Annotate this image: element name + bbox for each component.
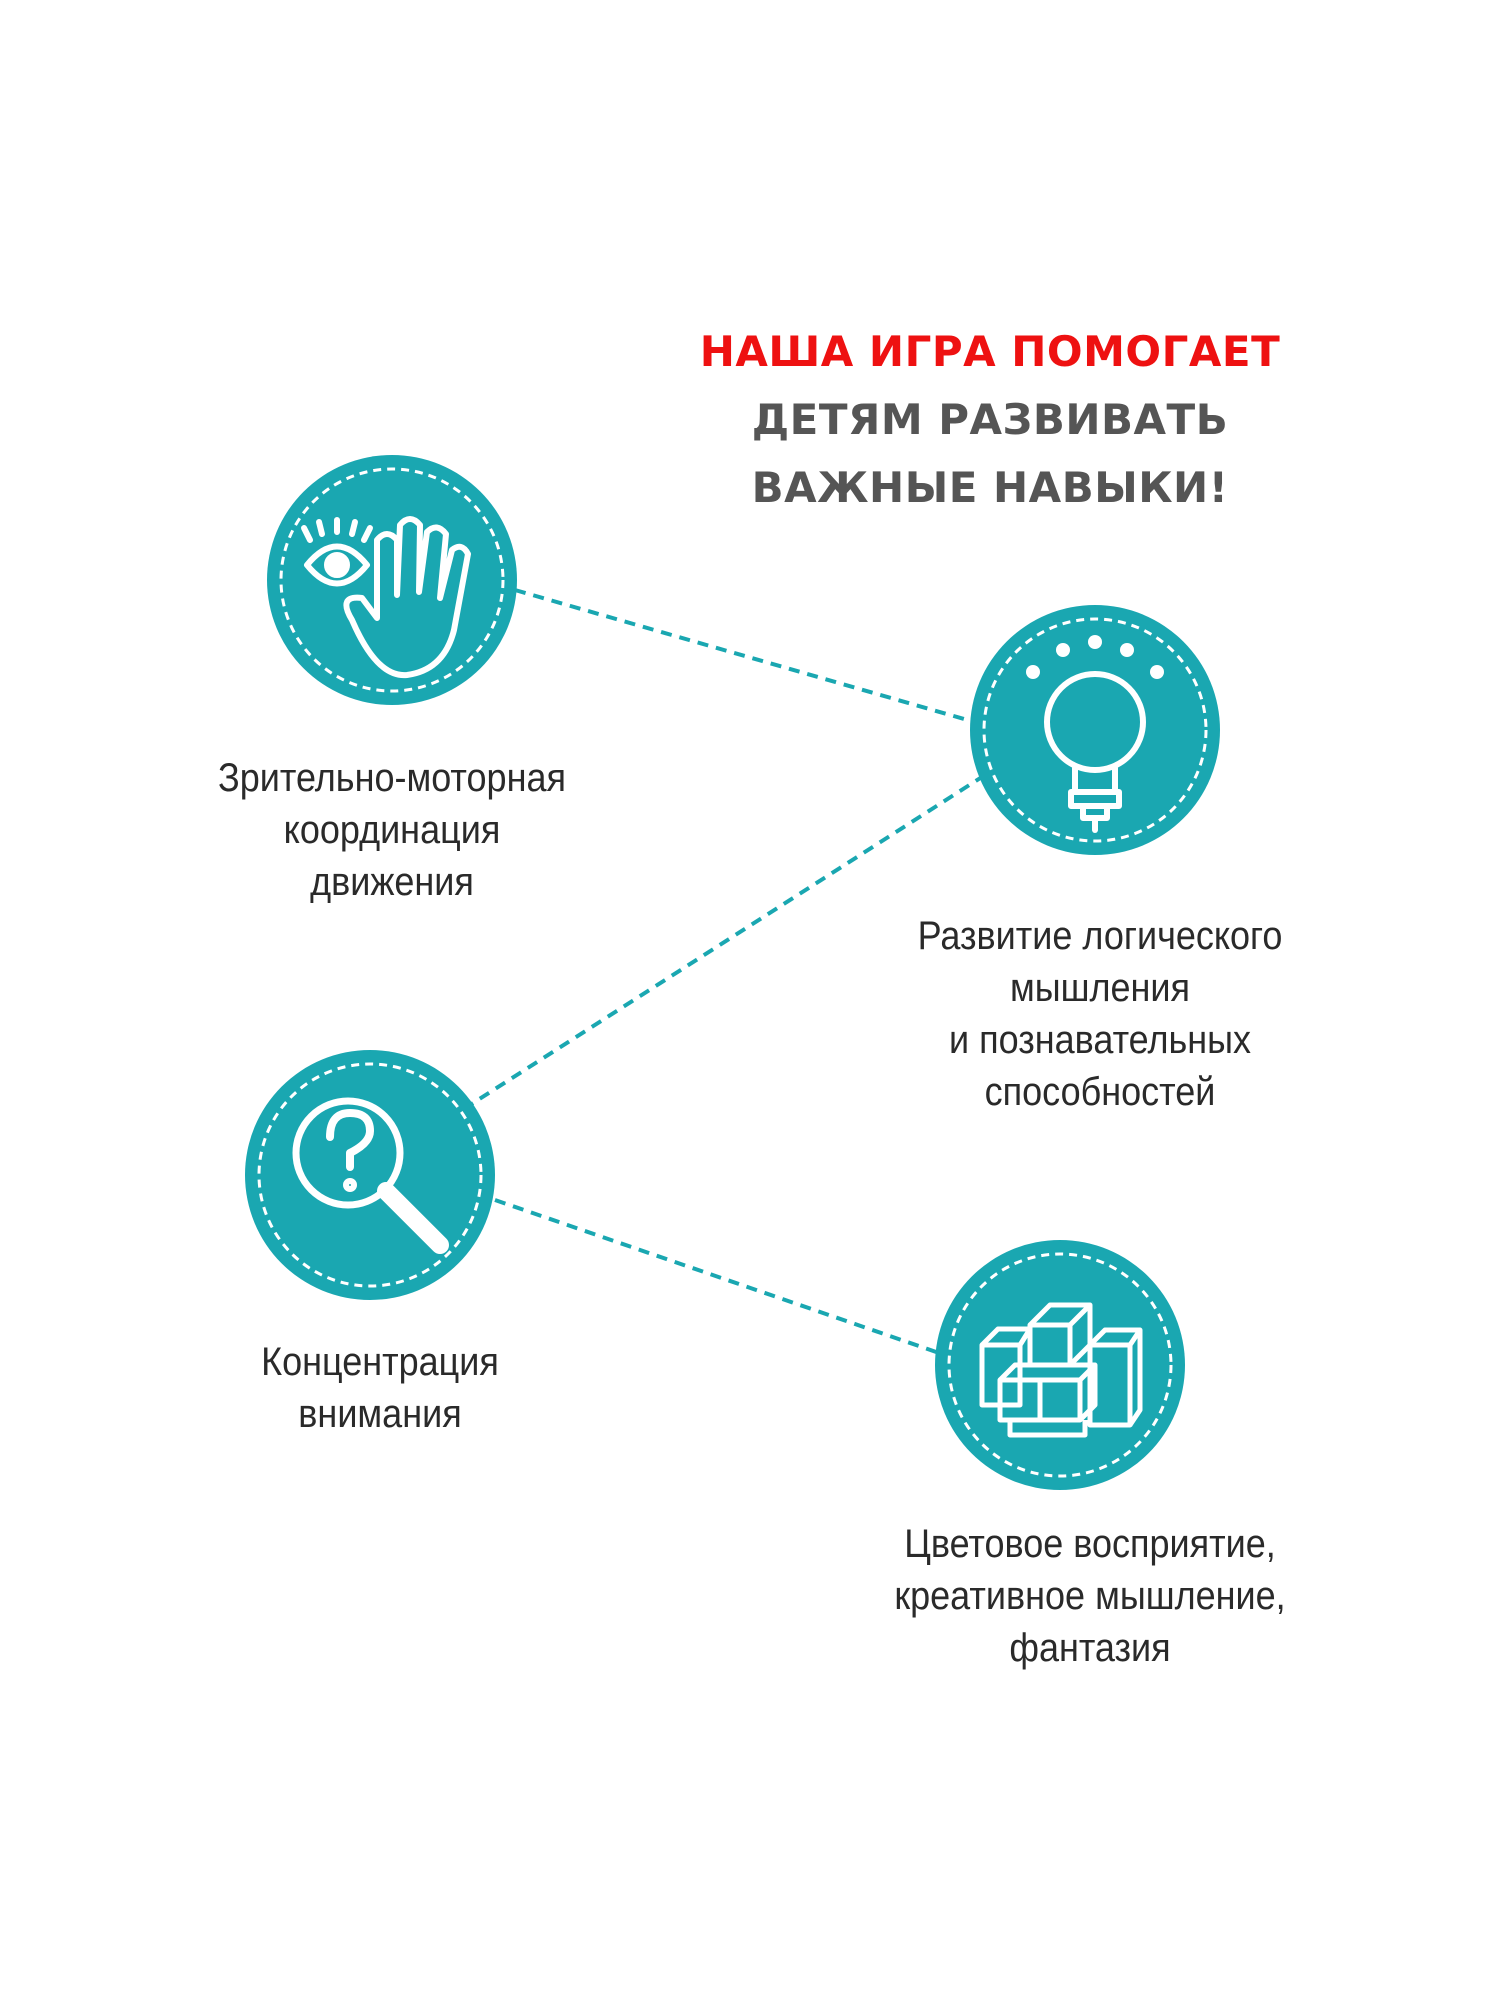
caption-line: Цветовое восприятие, xyxy=(904,1522,1276,1566)
caption-line: движения xyxy=(310,860,474,904)
caption-line: внимания xyxy=(298,1392,462,1436)
caption-line: и познавательных xyxy=(948,1018,1252,1062)
caption-logic xyxy=(857,910,1343,1118)
caption-eye-hand xyxy=(167,752,617,908)
magnifier-question-icon xyxy=(245,1050,495,1300)
caption-line: способностей xyxy=(984,1070,1216,1114)
caption-concentration xyxy=(218,1336,542,1440)
lightbulb-icon xyxy=(970,605,1220,855)
caption-line: координация xyxy=(283,808,501,852)
caption-line: Концентрация xyxy=(261,1340,499,1384)
eye-hand-icon xyxy=(267,455,517,705)
connector-1 xyxy=(515,590,985,725)
caption-creativity xyxy=(847,1518,1333,1674)
caption-line: мышления xyxy=(1009,966,1191,1010)
caption-line: Зрительно-моторная xyxy=(218,756,566,800)
connector-3 xyxy=(495,1200,945,1355)
cubes-icon xyxy=(935,1240,1185,1490)
caption-line: фантазия xyxy=(1009,1626,1171,1670)
caption-line: креативное мышление, xyxy=(894,1574,1286,1618)
headline-line-2: ДЕТЯМ РАЗВИВАТЬ xyxy=(751,395,1229,444)
headline-line-3: ВАЖНЫЕ НАВЫКИ! xyxy=(751,463,1229,512)
caption-line: Развитие логического xyxy=(917,914,1283,958)
headline-line-1: НАША ИГРА ПОМОГАЕТ xyxy=(699,327,1281,376)
